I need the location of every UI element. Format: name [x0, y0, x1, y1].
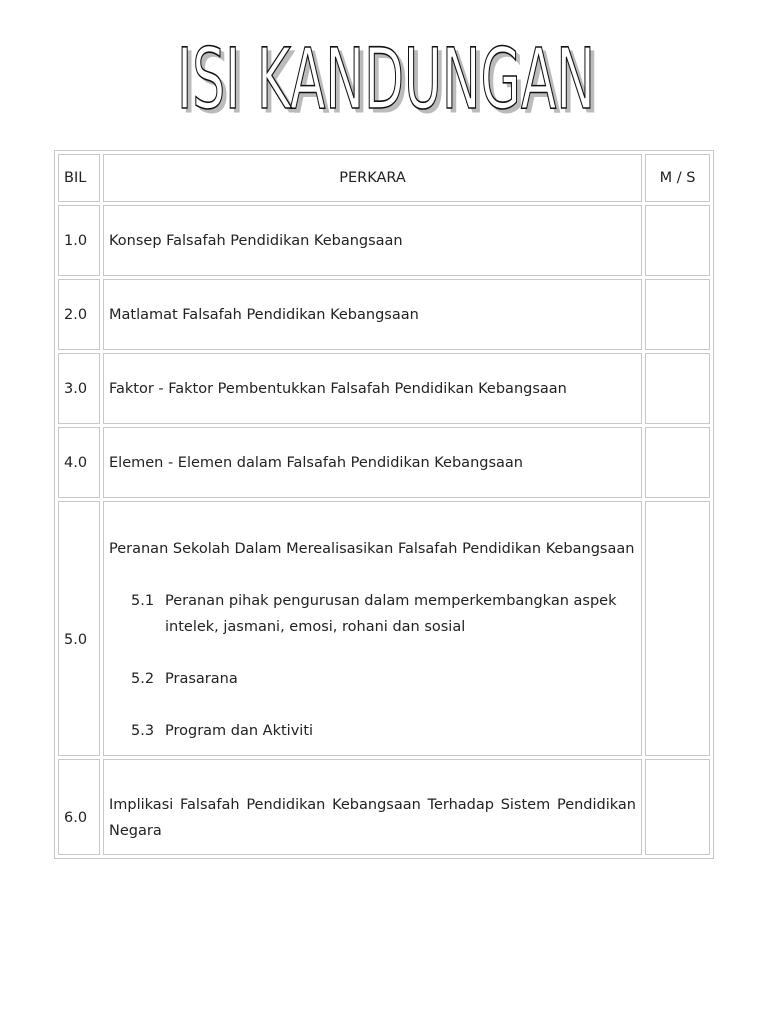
row-bil: 1.0: [58, 205, 100, 276]
row-ms: [645, 353, 710, 424]
table-row: [58, 501, 710, 756]
row-perkara: Implikasi Falsafah Pendidikan Kebangsaan Terhadap Sistem Pendidikan Negara: [109, 797, 636, 839]
row-ms: [645, 205, 710, 276]
row-perkara: Elemen - Elemen dalam Falsafah Pendidikan Kebangsaan: [103, 427, 642, 498]
sub-item-number: 5.2: [131, 670, 155, 687]
row-ms: [645, 501, 710, 756]
row-perkara: Matlamat Falsafah Pendidikan Kebangsaan: [103, 279, 642, 350]
row-ms: [645, 427, 710, 498]
row-ms: [645, 759, 710, 855]
row-bil: 5.0: [58, 501, 100, 756]
row-ms: [645, 279, 710, 350]
page-title: [0, 36, 768, 126]
row-perkara: Konsep Falsafah Pendidikan Kebangsaan: [103, 205, 642, 276]
row-perkara: Faktor - Faktor Pembentukkan Falsafah Pendidikan Kebangsaan: [103, 353, 642, 424]
row-bil: 4.0: [58, 427, 100, 498]
row-bil: 3.0: [58, 353, 100, 424]
header-bil: BIL: [58, 154, 100, 202]
sub-item-text: Peranan pihak pengurusan dalam memperkembangkan aspek intelek, jasmani, emosi, rohani dan sosial: [165, 592, 617, 635]
table-row: [58, 205, 710, 276]
sub-item: [109, 666, 636, 692]
row-bil: 2.0: [58, 279, 100, 350]
row-perkara-cell: [103, 759, 642, 855]
title-text: ISI KANDUNGAN: [177, 36, 595, 126]
header-ms: M / S: [645, 154, 710, 202]
sub-item-number: 5.3: [131, 722, 155, 739]
row-perkara: Peranan Sekolah Dalam Merealisasikan Falsafah Pendidikan Kebangsaan: [109, 540, 635, 557]
sub-item-text: Prasarana: [165, 670, 238, 687]
header-perkara: PERKARA: [103, 154, 642, 202]
table-row: [58, 427, 710, 498]
table-row: [58, 279, 710, 350]
row-perkara-cell: [103, 501, 642, 756]
table-header-row: [58, 154, 710, 202]
title-shadow: ISI KANDUNGAN: [181, 36, 599, 126]
row-bil: 6.0: [58, 759, 100, 855]
sub-item: [109, 718, 636, 744]
table-row: [58, 759, 710, 855]
table-row: [58, 353, 710, 424]
sub-item-text: Program dan Aktiviti: [165, 722, 314, 739]
sub-item-number: 5.1: [131, 592, 155, 609]
sub-item: [109, 588, 636, 640]
title-wordart: [0, 36, 768, 126]
contents-table: [54, 150, 714, 859]
